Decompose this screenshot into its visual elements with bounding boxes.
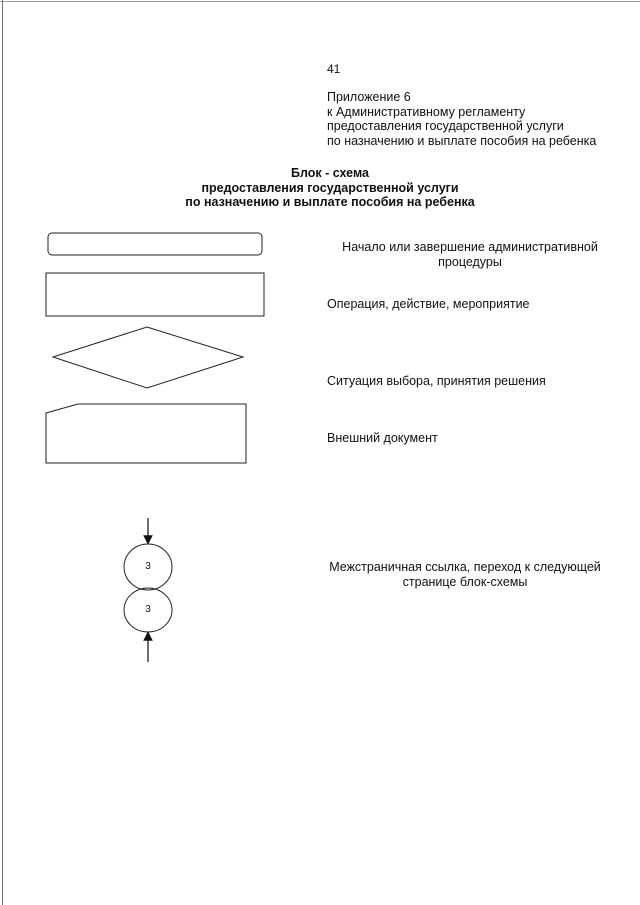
appendix-line: по назначению и выплате пособия на ребенка: [327, 133, 597, 148]
legend-document-text: [327, 431, 438, 446]
legend-line: Внешний документ: [327, 431, 438, 445]
legend-decision-text: [327, 374, 546, 389]
terminator-shape: [48, 233, 262, 255]
title-line: Блок - схема: [290, 166, 369, 180]
legend-line: Ситуация выбора, принятия решения: [327, 374, 546, 388]
appendix-line: предоставления государственной услуги: [327, 119, 564, 133]
process-shape: [46, 273, 264, 316]
legend-terminator-text: [320, 240, 620, 270]
document-shape: [46, 404, 246, 463]
legend-line: странице блок-схемы: [402, 575, 528, 589]
legend-line: Межстраничная ссылка, переход к следующей: [329, 560, 601, 574]
title-line: предоставления государственной услуги: [201, 180, 459, 195]
appendix-line: Приложение 6: [327, 90, 411, 104]
appendix-line: к Административному регламенту: [327, 104, 526, 119]
legend-line: Начало или завершение административной: [342, 240, 598, 254]
legend-line: Операция, действие, мероприятие: [327, 297, 530, 311]
legend-connector-text: [315, 560, 615, 590]
page-number: 41: [327, 62, 341, 76]
legend-process-text: [327, 297, 530, 312]
connector-top-label: 3: [145, 561, 151, 572]
legend-line: процедуры: [438, 255, 502, 269]
title-line: по назначению и выплате пособия на ребенка: [185, 195, 475, 209]
connector-bottom-label: 3: [145, 604, 151, 615]
decision-shape: [53, 327, 243, 388]
